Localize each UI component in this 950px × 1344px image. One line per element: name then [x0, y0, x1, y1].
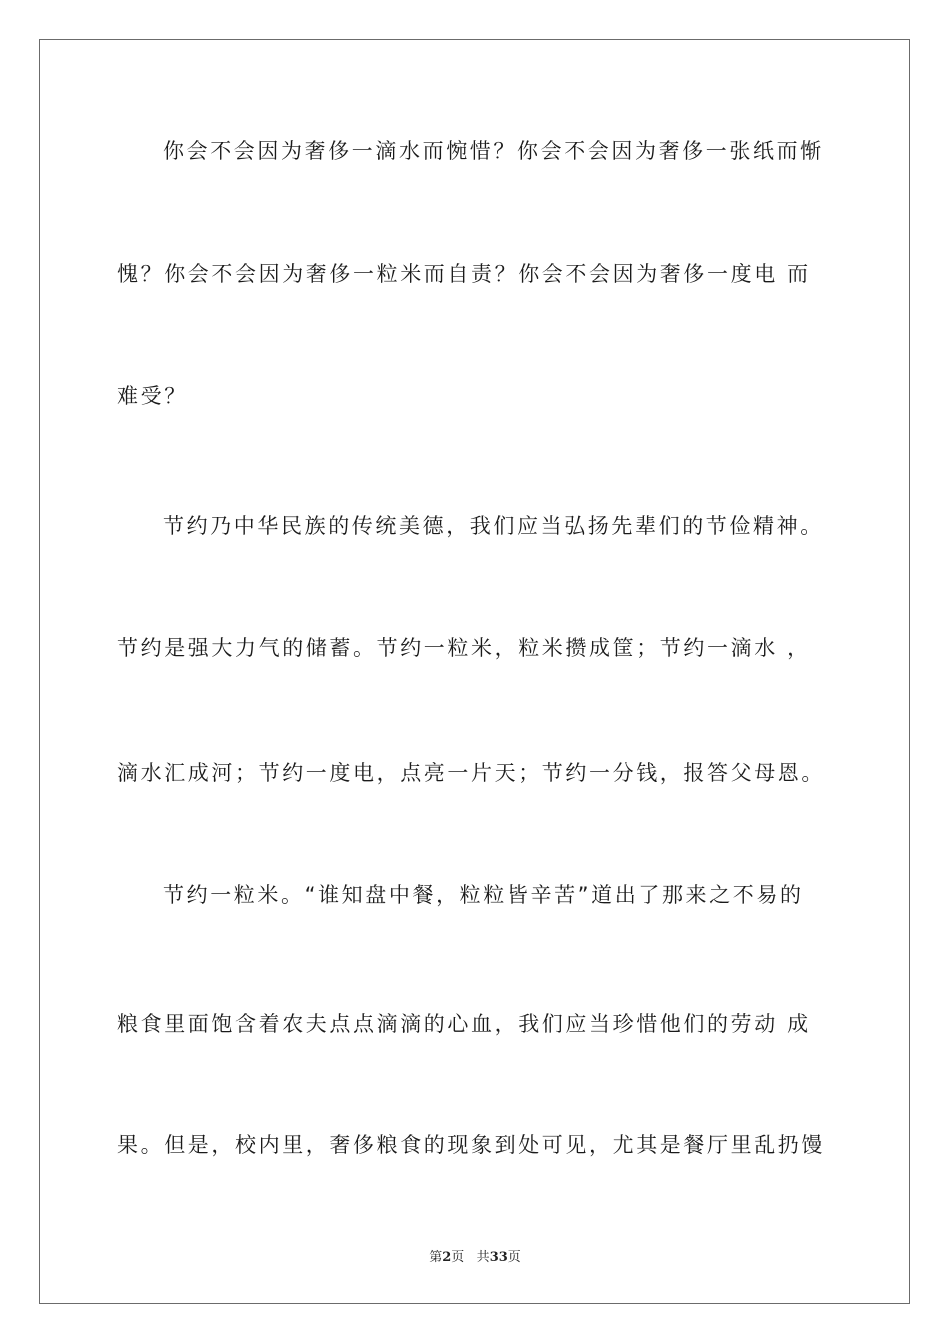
page-footer — [0, 1246, 950, 1265]
footer-total-pages: 33 — [489, 1250, 508, 1265]
footer-total-suffix: 页 — [507, 1250, 521, 1265]
paragraph-1-line-2: 愧？你会不会因为奢侈一粒米而自责？你会不会因为奢侈一度电 而 — [117, 262, 811, 286]
paragraph-3-line-3: 果。但是，校内里，奢侈粮食的现象到处可见，尤其是餐厅里乱扔馒 — [117, 1133, 825, 1157]
footer-page-number: 2 — [442, 1250, 452, 1265]
footer-prefix: 第 — [429, 1250, 443, 1265]
paragraph-1-line-3: 难受？ — [117, 384, 188, 408]
paragraph-2-line-3: 滴水汇成河；节约一度电，点亮一片天；节约一分钱，报答父母恩。 — [117, 761, 825, 785]
footer-page-suffix: 页 — [451, 1250, 465, 1265]
paragraph-3-line-1: 节约一粒米。“谁知盘中餐，粒粒皆辛苦”道出了那来之不易的 — [163, 883, 804, 907]
paragraph-1-line-1: 你会不会因为奢侈一滴水而惋惜？你会不会因为奢侈一张纸而惭 — [163, 139, 824, 163]
footer-total-prefix: 共 — [476, 1250, 490, 1265]
paragraph-2-line-2: 节约是强大力气的储蓄。节约一粒米，粒米攒成筐；节约一滴水 ， — [117, 636, 811, 660]
paragraph-3-line-2: 粮食里面饱含着农夫点点滴滴的心血，我们应当珍惜他们的劳动 成 — [117, 1012, 811, 1036]
paragraph-2-line-1: 节约乃中华民族的传统美德，我们应当弘扬先辈们的节俭精神。 — [163, 514, 824, 538]
page-frame — [39, 39, 910, 1304]
